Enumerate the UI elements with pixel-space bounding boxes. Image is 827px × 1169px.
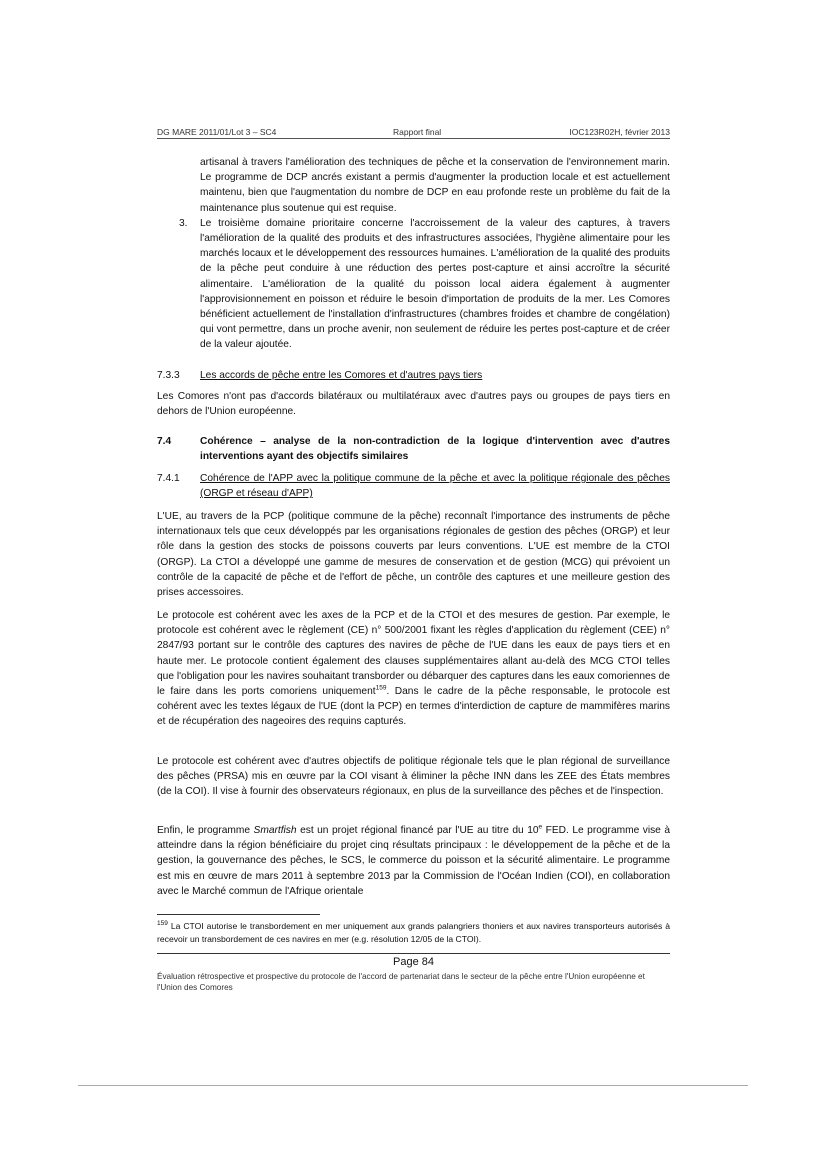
- paragraph-text: Enfin, le programme: [157, 825, 254, 836]
- viewer-page-separator: [78, 1085, 748, 1086]
- para-7-3-3: [157, 389, 670, 419]
- body-block-1: [157, 155, 670, 353]
- paragraph: L'UE, au travers de la PCP (politique commune de la pêche) reconnaît l'importance des instruments de pêche internationaux tels que ceux développés par les organisations régionales de gestion des pêches (ORGP) et leur rôle dans la gestion des stocks de poissons couverts par leurs conventions. L'UE est membre de la CTOI (ORGP). La CTOI a développé une gamme de mesures de conservation et de gestion (MCG) qui prévoient un contrôle de la capacité de pêche et de l'effort de pêche, un contrôle des captures et une meilleure gestion des prises accessoires.: [157, 511, 670, 599]
- running-footer: Évaluation rétrospective et prospective du protocole de l'accord de partenariat dans le secteur de la pêche entre l'Union européenne et l'Union des Comores: [157, 972, 645, 992]
- footnote-rule: [157, 914, 320, 915]
- heading-title: Cohérence de l'APP avec la politique commune de la pêche et avec la politique régionale des pêches (ORGP et réseau d'APP): [200, 473, 670, 500]
- paragraph: Le protocole est cohérent avec d'autres objectifs de politique régionale tels que le plan régional de surveillance des pêches (PRSA) mis en œuvre par la COI visant à éliminer la pêche INN dans les ZEE des États membres (de la COI). Il vise à fournir des observateurs régionaux, en plus de la surveillance des pêches et de l'inspection.: [157, 756, 670, 798]
- para-7-4-1-b: [157, 608, 670, 730]
- heading-number: 7.4.1: [157, 473, 180, 484]
- para-7-4-1-a: [157, 509, 670, 600]
- paragraph: [157, 608, 670, 730]
- para-7-4-1-c: [157, 754, 670, 800]
- footnote-reference[interactable]: 159: [375, 684, 387, 692]
- heading-number: 7.3.3: [157, 370, 180, 381]
- heading-title: Les accords de pêche entre les Comores et d'autres pays tiers: [200, 370, 483, 381]
- heading-number: 7.4: [157, 436, 172, 447]
- paragraph: Les Comores n'ont pas d'accords bilatéraux ou multilatéraux avec d'autres pays ou groupes de pays tiers en dehors de l'Union européenne.: [157, 391, 670, 418]
- footnote-number: 159: [157, 920, 168, 928]
- paragraph-text: FED. Le programme vise à atteindre dans la région bénéficiaire du projet cinq résultats principaux : le développement de la pêche et de la gestion, la gouvernance des pêches, le SCS, le commerce du poisson et la sécurité alimentaire. Le programme est mis en œuvre de mars 2011 à septembre 2013 par la Commission de l'Océan Indien (COI), en collaboration avec le Marché commun de l'Afrique orientale: [157, 825, 671, 897]
- paragraph-text: Le protocole est cohérent avec les axes de la PCP et de la CTOI et des mesures de gestion. Par exemple, le protocole est cohérent avec le règlement (CE) n° 500/2001 fixant les règles d'application du règlement (CEE) n° 2847/93 portant sur le contrôle des captures des navires de pêche de l'UE dans les eaux de pays tiers et en haute mer. Le protocole contient également des clauses supplémentaires allant au-delà des MCG CTOI telles que l'obligation pour les navires souhaitant transborder ou débarquer des captures dans les eaux comoriennes de le faire dans les ports comoriens uniquement: [157, 610, 670, 698]
- program-name: Smartfish: [253, 825, 297, 836]
- heading-7-3-3: [157, 368, 670, 383]
- header-left: DG MARE 2011/01/Lot 3 – SC4: [157, 127, 277, 137]
- paragraph-text: . Dans le cadre de la pêche responsable, le protocole est cohérent avec les textes légaux de l'UE (dont la PCP) en termes d'interdiction de capture de mammifères marins et de récupération des nageoires des requins capturés.: [157, 686, 670, 728]
- section-7-3-3: [157, 368, 670, 383]
- list-item-number: 3.: [179, 217, 188, 229]
- list-continuation: artisanal à travers l'amélioration des techniques de pêche et la conservation de l'environnement marin. Le programme de DCP ancrés existant a permis d'augmenter la production locale et est actuellement maintenu, bien que l'augmentation du nombre de DCP en eau profonde reste un problème du fait de la maintenance plus soutenue qui est requise.: [200, 157, 670, 214]
- paragraph: [157, 823, 670, 899]
- footer-rule: [157, 953, 670, 954]
- heading-7-4-1: [157, 471, 670, 501]
- heading-7-4: [157, 434, 670, 464]
- superscript: e: [538, 823, 543, 831]
- paragraph-text: est un projet régional financé par l'UE au titre du 10: [296, 825, 539, 836]
- header-rule: [157, 138, 670, 139]
- heading-title: Cohérence – analyse de la non-contradiction de la logique d'intervention avec d'autres interventions ayant des objectifs similaires: [200, 436, 670, 463]
- footnote: [157, 920, 670, 945]
- section-7-4-1: [157, 471, 670, 501]
- list-item-text: Le troisième domaine prioritaire concerne l'accroissement de la valeur des captures, à travers l'amélioration de la qualité des produits et des infrastructures associées, l'hygiène alimentaire pour les marchés locaux et le développement des ressources humaines. L'amélioration de la qualité des produits de la pêche peut conduire à une réduction des pertes post-capture et ainsi accroître la sécurité alimentaire. L'amélioration de la qualité du poisson local aidera également à augmenter l'approvisionnement en poisson et réduire le besoin d'importation de produits de la mer. Les Comores bénéficient actuellement de l'installation d'infrastructures (chambres froides et chambre de congélation) qui vont permettre, dans un proche avenir, non seulement de réduire les pertes post-capture et de créer de la valeur ajoutée.: [200, 217, 670, 351]
- header-right: IOC123R02H, février 2013: [569, 127, 670, 137]
- header-center: Rapport final: [393, 127, 442, 137]
- list-item-3: [157, 216, 670, 353]
- page-number: Page 84: [393, 956, 434, 968]
- footnote-text: La CTOI autorise le transbordement en mer uniquement aux grands palangriers thoniers et aux navires transporteurs autorisés à recevoir un transbordement de ces navires en mer (e.g. résolution 12/05 de la CTOI).: [157, 921, 670, 944]
- section-7-4: [157, 434, 670, 464]
- para-7-4-1-d: [157, 823, 670, 899]
